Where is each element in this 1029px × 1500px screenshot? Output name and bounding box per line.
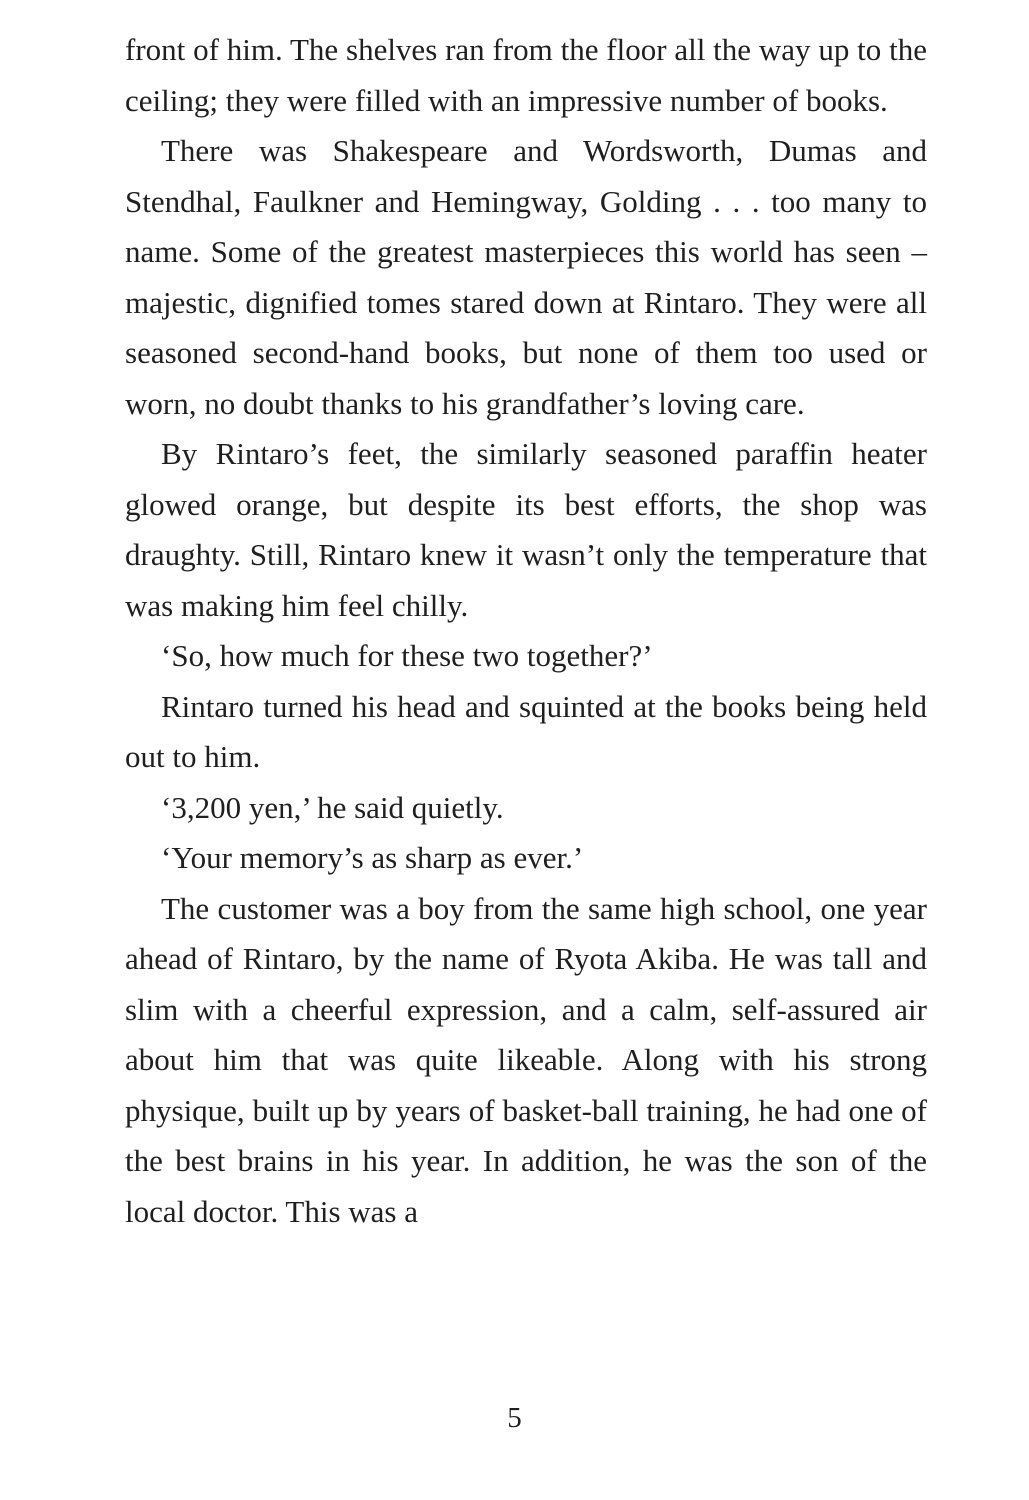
paragraph: ‘Your memory’s as sharp as ever.’ <box>161 840 584 875</box>
paragraph: Rintaro turned his head and squinted at the books being held out to him. <box>125 688 927 774</box>
paragraph: By Rintaro’s feet, the similarly seasoned paraffin heater glowed orange, but despite its best efforts, the shop was draughty. Still, Rintaro knew it wasn’t only the temperature that was making him feel chilly. <box>125 436 927 623</box>
paragraph: ‘3,200 yen,’ he said quietly. <box>161 789 504 825</box>
paragraph: There was Shakespeare and Wordsworth, Dumas and Stendhal, Faulkner and Hemingway, Golding . . . too many to name. Some of the greatest masterpieces this world has seen – majestic, dignified tomes stared down at Rintaro. They were all seasoned second-hand books, but none of them too used or worn, no doubt thanks to his grandfather’s loving care. <box>125 133 927 421</box>
body-text <box>125 25 927 1237</box>
paragraph: The customer was a boy from the same high school, one year ahead of Rintaro, by the name of Ryota Akiba. He was tall and slim with a cheerful expression, and a calm, self-assured air about him that was quite likeable. Along with his strong physique, built up by years of basket-ball training, he had one of the best brains in his year. In addition, he was the son of the local doctor. This was a <box>125 890 927 1229</box>
page-number: 5 <box>507 1402 522 1434</box>
paragraph: ‘So, how much for these two together?’ <box>161 638 653 673</box>
paragraph: front of him. The shelves ran from the floor all the way up to the ceiling; they were filled with an impressive number of books. <box>125 32 927 118</box>
